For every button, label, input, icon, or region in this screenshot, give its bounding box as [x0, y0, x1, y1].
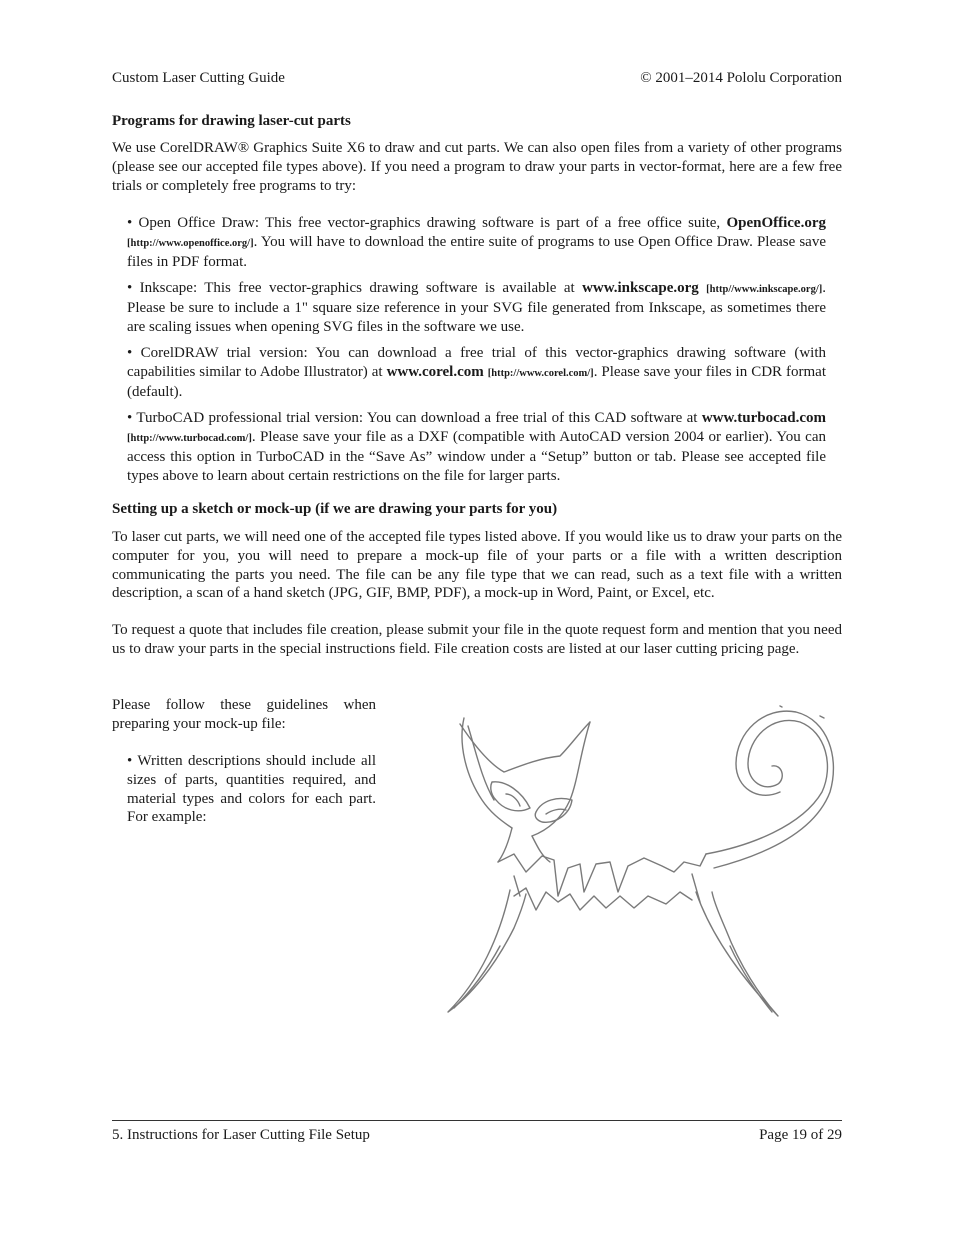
inkscape-link[interactable]: www.inkscape.org	[582, 280, 699, 296]
guidelines-paragraph: Please follow these guidelines when preparing your mock-up file:	[112, 697, 376, 732]
list-item-openoffice: • Open Office Draw: This free vector-graphics drawing software is part of a free office suite, OpenOffice.org [http://www.openoffice.org/]. You will have to download the entire suite of programs to use Open Office Draw. Please save files in PDF format.	[127, 215, 826, 270]
corel-url[interactable]: [http://www.corel.com/]	[487, 368, 594, 379]
cat-sketch-icon	[430, 696, 840, 1041]
sketch-paragraph-1: To laser cut parts, we will need one of the accepted file types listed above. If you would like us to draw your parts on the computer for you, you will need to prepare a mock-up file of your parts or a file with a written description communicating the parts you need. The file can be any file type that we can read, such as a text file with a written description, a scan of a hand sketch (JPG, GIF, BMP, PDF), a mock-up in Word, Paint, or Excel, etc.	[112, 529, 842, 602]
guideline-bullet: • Written descriptions should include all sizes of parts, quantities required, and material types and colors for each part. For example:	[127, 753, 376, 826]
page-number: Page 19 of 29	[759, 1127, 842, 1143]
sketch-paragraph-2: To request a quote that includes file creation, please submit your file in the quote request form and mention that you need us to draw your parts in the special instructions field. File creation costs are listed at our laser cutting pricing page.	[112, 622, 842, 657]
list-item-inkscape: • Inkscape: This free vector-graphics drawing software is available at www.inkscape.org [http//www.inkscape.org/]. Please be sure to include a 1" square size reference in your SVG file generated from Inkscape, as sometimes there are scaling issues when opening SVG files in the software we use.	[127, 280, 826, 335]
corel-link[interactable]: www.corel.com	[386, 364, 484, 380]
footer-rule	[112, 1120, 842, 1121]
inkscape-url[interactable]: [http//www.inkscape.org/]	[706, 284, 823, 295]
list-item-coreldraw: • CorelDRAW trial version: You can download a free trial of this vector-graphics drawing software (with capabilities similar to Adobe Illustrator) at www.corel.com [http://www.corel.com/]. Please save your files in CDR format (default).	[127, 345, 826, 400]
running-header-copyright: © 2001–2014 Pololu Corporation	[640, 70, 842, 86]
turbocad-link[interactable]: www.turbocad.com	[701, 410, 826, 426]
openoffice-link[interactable]: OpenOffice.org	[726, 215, 826, 231]
programs-intro-paragraph: We use CorelDRAW® Graphics Suite X6 to draw and cut parts. We can also open files from a variety of other programs (please see our accepted file types above). If you need a program to draw your parts in vector-format, here are a few free trials or completely free programs to try:	[112, 140, 842, 194]
turbocad-url[interactable]: [http://www.turbocad.com/]	[127, 433, 252, 444]
section-heading-sketch: Setting up a sketch or mock-up (if we are drawing your parts for you)	[112, 501, 558, 517]
list-item-turbocad: • TurboCAD professional trial version: You can download a free trial of this CAD software at www.turbocad.com [http://www.turbocad.com/]. Please save your file as a DXF (compatible with AutoCAD version 2004 or earlier). You can access this option in TurboCAD in the “Save As” window under a “Setup” button or tab. Please see accepted file types above to learn about certain restrictions on the file for larger parts.	[127, 410, 826, 484]
openoffice-url[interactable]: [http://www.openoffice.org/]	[127, 238, 254, 249]
section-heading-programs: Programs for drawing laser-cut parts	[112, 113, 351, 129]
running-header-title: Custom Laser Cutting Guide	[112, 70, 285, 86]
running-footer-chapter: 5. Instructions for Laser Cutting File Setup	[112, 1127, 370, 1143]
